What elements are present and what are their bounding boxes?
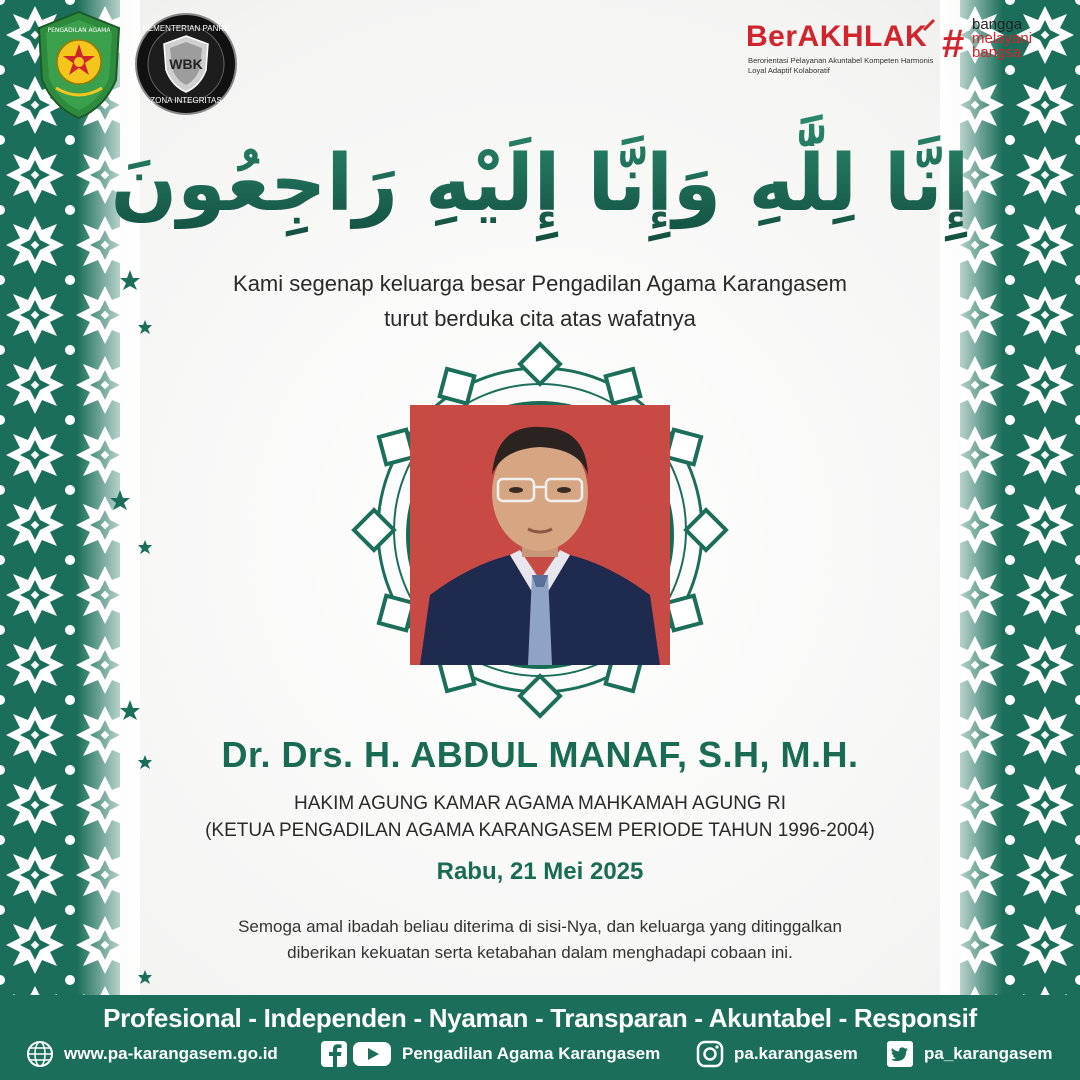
- footer-bar: [0, 995, 1080, 1080]
- berakhlak-tick-icon: [922, 18, 936, 32]
- facebook-youtube-label: Pengadilan Agama Karangasem: [402, 1044, 661, 1063]
- prayer-line-1: Semoga amal ibadah beliau diterima di sisi-Nya, dan keluarga yang ditinggalkan: [238, 917, 842, 936]
- bangga-line-1: bangga: [972, 16, 1023, 33]
- svg-text:PENGADILAN AGAMA: PENGADILAN AGAMA: [47, 27, 111, 34]
- twitter-link[interactable]: [886, 1039, 1053, 1069]
- deceased-portrait: [406, 401, 674, 669]
- twitter-icon: [886, 1040, 914, 1068]
- website-label: www.pa-karangasem.go.id: [64, 1044, 278, 1063]
- youtube-icon: [352, 1040, 392, 1068]
- position-line-1: HAKIM AGUNG KAMAR AGAMA MAHKAMAH AGUNG RI: [294, 793, 786, 814]
- facebook-icon: [320, 1040, 348, 1068]
- instagram-icon: [696, 1040, 724, 1068]
- deceased-name: Dr. Drs. H. ABDUL MANAF, S.H, M.H.: [221, 734, 859, 775]
- berakhlak-title: BerAKHLAK: [746, 20, 928, 53]
- wbk-center-label: WBK: [169, 56, 203, 72]
- bangga-line-3: bangsa: [972, 44, 1022, 61]
- instagram-link[interactable]: [696, 1039, 858, 1069]
- facebook-youtube-link[interactable]: [320, 1039, 660, 1069]
- calligraphy-text: إِنَّا لِلَّٰهِ وَإِنَّا إِلَيْهِ رَاجِعُونَ: [110, 139, 970, 229]
- deceased-position: [140, 790, 940, 844]
- footer-motto: Profesional - Independen - Nyaman - Transparan - Akuntabel - Responsif: [103, 1003, 977, 1033]
- intro-text: [170, 266, 910, 336]
- date-of-death: Rabu, 21 Mei 2025: [436, 858, 644, 885]
- prayer-text: [150, 914, 930, 966]
- twitter-label: pa_karangasem: [924, 1044, 1053, 1063]
- bangga-hash: #: [942, 22, 965, 66]
- berakhlak-logo: [746, 18, 946, 78]
- position-line-2: (KETUA PENGADILAN AGAMA KARANGASEM PERIODE TAHUN 1996-2004): [205, 820, 875, 841]
- berakhlak-subtitle: Berorientasi Pelayanan Akuntabel Kompeten Harmonis Loyal Adaptif Kolaboratif: [748, 56, 934, 75]
- globe-icon: [26, 1040, 54, 1068]
- wbk-top-label: KEMENTERIAN PANRB: [142, 24, 230, 33]
- bangga-line-2: melayani: [972, 30, 1033, 47]
- prayer-line-2: diberikan kekuatan serta ketabahan dalam menghadapi cobaan ini.: [287, 943, 793, 962]
- wbk-bottom-label: ZONA INTEGRITAS: [150, 96, 222, 105]
- instagram-label: pa.karangasem: [734, 1044, 858, 1063]
- intro-line-2: turut berduka cita atas wafatnya: [384, 306, 696, 331]
- bangga-melayani-bangsa-logo: [942, 18, 1062, 68]
- pengadilan-agama-logo: [34, 10, 124, 120]
- wbk-badge: [134, 12, 238, 116]
- website-link[interactable]: [26, 1039, 278, 1069]
- intro-line-1: Kami segenap keluarga besar Pengadilan Agama Karangasem: [233, 271, 847, 296]
